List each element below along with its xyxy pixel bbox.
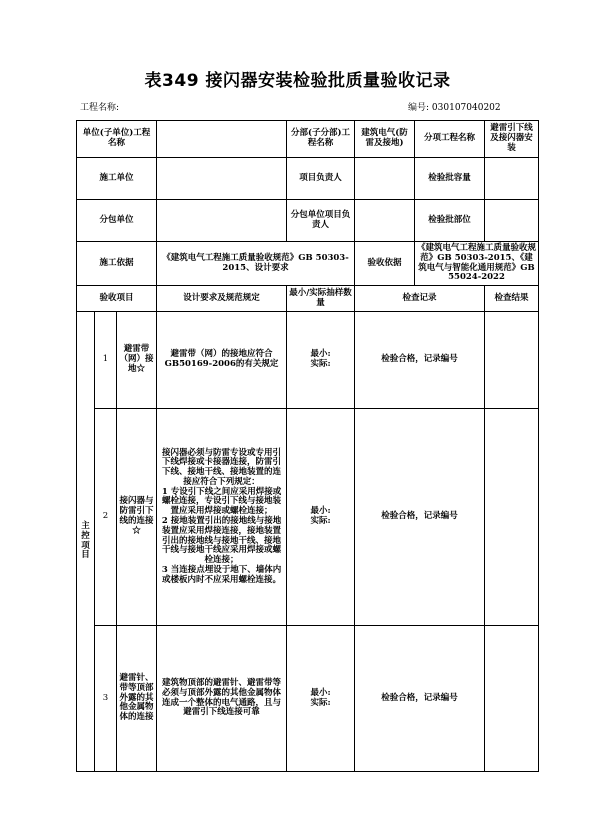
item-project-value: 避雷引下线及接闪器安装 [485, 121, 539, 158]
sub-manager-value [355, 200, 415, 242]
table-row [77, 409, 539, 626]
acceptance-basis-value: 《建筑电气工程施工质量验收规范》GB 50303-2015、《建筑电气与智能化通用规范》GB 55024-2022 [415, 242, 539, 286]
row-unit [77, 121, 539, 158]
sample-actual: 实际: [310, 516, 331, 526]
serial-label: 编号: [408, 103, 430, 113]
unit-label: 单位(子单位)工程名称 [77, 121, 157, 158]
sample-min: 最小: [310, 687, 331, 698]
item-project-label: 分项工程名称 [415, 121, 485, 158]
item-record: 检验合格，记录编号 [355, 626, 485, 772]
table-row [77, 312, 539, 409]
item-result [485, 409, 539, 626]
sub-unit-label: 分包单位 [77, 200, 157, 242]
header-record: 检查记录 [355, 286, 485, 312]
sample-min: 最小: [310, 349, 331, 360]
project-name-label: 工程名称: [80, 103, 120, 113]
row-header [77, 286, 539, 312]
subdiv-value: 建筑电气(防雷及接地) [355, 121, 415, 158]
sample-actual: 实际: [310, 359, 331, 369]
unit-value [157, 121, 287, 158]
batch-capacity-value [485, 158, 539, 200]
row-construction-unit [77, 158, 539, 200]
group-label-cell [77, 312, 95, 772]
item-result [485, 312, 539, 409]
construction-basis-value: 《建筑电气工程施工质量验收规范》GB 50303-2015、设计要求 [157, 242, 355, 286]
table-row [77, 626, 539, 772]
header-item: 验收项目 [77, 286, 157, 312]
item-name: 接闪器与防雷引下线的连接☆ [117, 409, 157, 626]
item-result [485, 626, 539, 772]
item-requirement: 建筑物顶部的避雷针、避雷带等必须与顶部外露的其他金属物体连成一个整体的电气通路，且与避雷引下线连接可靠 [157, 626, 287, 772]
item-requirement: 接闪器必须与防雷专设或专用引下线焊接或卡接器连接，防雷引下线、接地干线、接地装置的连接应符合下列规定： 1 专设引下线之间应采用焊接或螺栓连接，专设引下线与接地装置应采用焊接或螺栓连接； 2 接地装置引出的接地线与接地装置应采用焊接连接，接地装置引出的接地线与接地干线、接地干线与接地干线应采用焊接或螺栓连接； 3 当连接点埋设于地下、墙体内或楼板内时不应采用螺栓连接。 [157, 409, 287, 626]
sample-min: 最小: [310, 506, 331, 517]
item-no: 3 [95, 626, 117, 772]
item-sample [287, 312, 355, 409]
sample-actual: 实际: [310, 697, 331, 708]
header-result: 检查结果 [485, 286, 539, 312]
sub-unit-value [157, 200, 287, 242]
acceptance-table [76, 120, 539, 772]
project-manager-value [355, 158, 415, 200]
subdiv-label: 分部(子分部)工程名称 [287, 121, 355, 158]
item-sample [287, 409, 355, 626]
row-basis [77, 242, 539, 286]
item-name: 避雷带（网）接地☆ [117, 312, 157, 409]
item-record: 检验合格，记录编号 [355, 312, 485, 409]
serial-value: 030107040202 [431, 103, 501, 113]
acceptance-basis-label: 验收依据 [355, 242, 415, 286]
serial-number [408, 100, 501, 113]
row-sub-unit [77, 200, 539, 242]
sub-manager-label: 分包单位项目负责人 [287, 200, 355, 242]
header-sample: 最小/实际抽样数量 [287, 286, 355, 312]
batch-location-value [485, 200, 539, 242]
item-no: 2 [95, 409, 117, 626]
item-requirement: 避雷带（网）的接地应符合GB50169-2006的有关规定 [157, 312, 287, 409]
page-title: 表349 接闪器安装检验批质量验收记录 [144, 71, 451, 91]
construction-basis-label: 施工依据 [77, 242, 157, 286]
batch-location-label: 检验批部位 [415, 200, 485, 242]
item-no: 1 [95, 312, 117, 409]
item-record: 检验合格，记录编号 [355, 409, 485, 626]
construction-unit-label: 施工单位 [77, 158, 157, 200]
batch-capacity-label: 检验批容量 [415, 158, 485, 200]
construction-unit-value [157, 158, 287, 200]
item-name: 避雷针、带等顶部外露的其他金属物体的连接 [117, 626, 157, 772]
item-sample [287, 626, 355, 772]
group-label: 主控项目 [81, 520, 90, 561]
header-requirement: 设计要求及规范规定 [157, 286, 287, 312]
project-manager-label: 项目负责人 [287, 158, 355, 200]
